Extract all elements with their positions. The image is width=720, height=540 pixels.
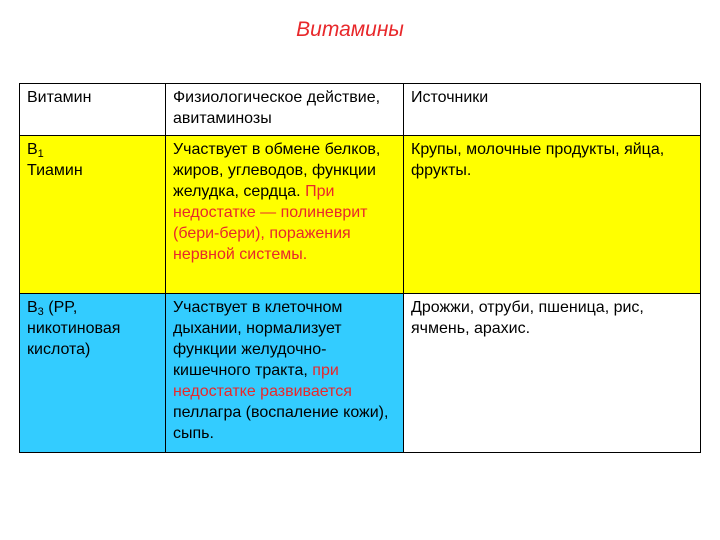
- vitamins-table: [19, 83, 701, 453]
- action-normal: Участвует в обмене белков, жиров, углеводов, функции желудка, сердца.: [173, 141, 381, 200]
- page-title: Витамины: [296, 18, 404, 41]
- cell-sources-b1: Крупы, молочные продукты, яйца, фрукты.: [404, 136, 701, 294]
- table-row-b1: [20, 136, 701, 294]
- vitamin-subscript: 1: [37, 148, 44, 160]
- vitamin-code: B: [27, 141, 38, 158]
- table-header-row: [20, 84, 701, 136]
- cell-action-b3: [166, 294, 404, 453]
- action-after: пеллагра (воспаление кожи), сыпь.: [173, 404, 389, 442]
- action-normal: Участвует в клеточном дыхании, нормализует функции желудочно-кишечного тракта,: [173, 299, 343, 379]
- cell-action-b1: [166, 136, 404, 294]
- vitamin-name: Тиамин: [27, 162, 83, 179]
- header-vitamin: Витамин: [20, 84, 166, 136]
- vitamin-code: B: [27, 299, 38, 316]
- vitamin-name: (PP, никотиновая кислота): [27, 299, 121, 358]
- cell-vitamin-b3: [20, 294, 166, 453]
- header-sources: Источники: [404, 84, 701, 136]
- action-deficiency: при недостатке развивается: [173, 362, 352, 400]
- action-deficiency: При недостатке — полиневрит (бери-бери), поражения нервной системы.: [173, 183, 368, 263]
- vitamin-subscript: 3: [37, 306, 44, 318]
- cell-vitamin-b1: [20, 136, 166, 294]
- header-action: Физиологическое действие, авитаминозы: [166, 84, 404, 136]
- table-row-b3: [20, 294, 701, 453]
- cell-sources-b3: Дрожжи, отруби, пшеница, рис, ячмень, арахис.: [404, 294, 701, 453]
